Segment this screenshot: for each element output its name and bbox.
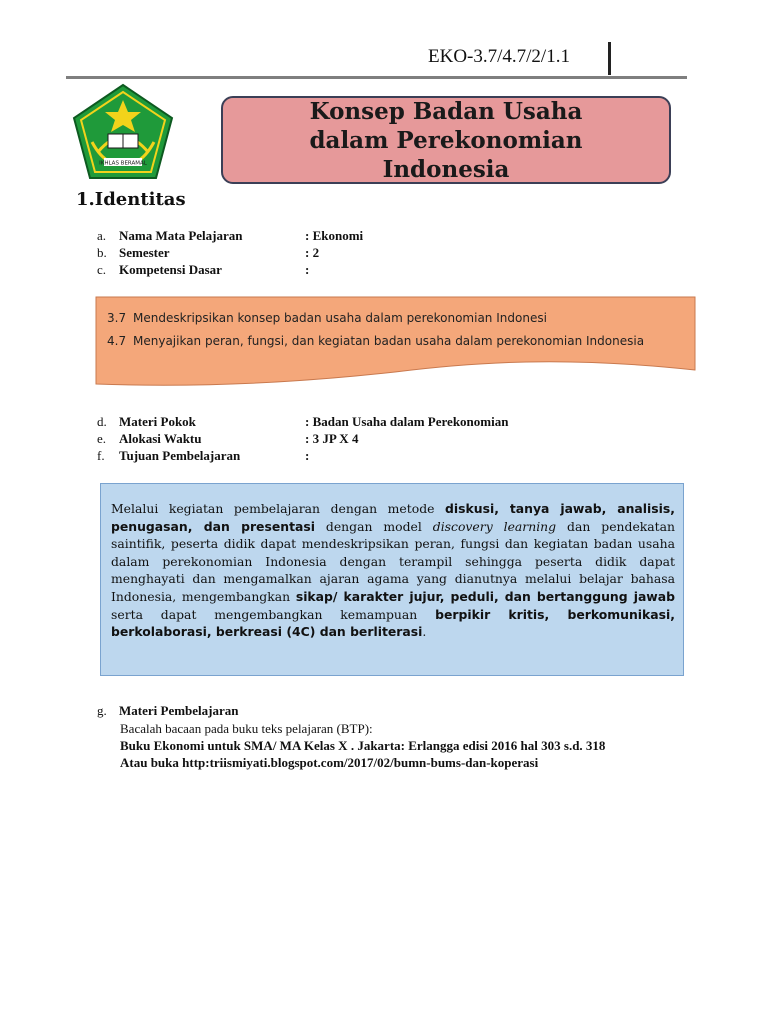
tujuan-text: dengan model	[314, 518, 433, 534]
tujuan-bold-character: sikap/ karakter jujur, peduli, dan bertanggung jawab	[295, 588, 675, 604]
kd-item	[107, 333, 687, 350]
title-banner	[221, 96, 671, 184]
kd-text: Menyajikan peran, fungsi, dan kegiatan badan usaha dalam perekonomian Indonesia	[133, 334, 645, 348]
field-name: Materi Pokok	[119, 414, 196, 429]
field-value: : 3 JP X 4	[305, 431, 359, 446]
field-label: b.	[97, 245, 107, 260]
field-name: Kompetensi Dasar	[119, 262, 222, 277]
kd-number: 3.7	[107, 311, 127, 325]
tujuan-pembelajaran-box	[100, 483, 684, 676]
field-name: Semester	[119, 245, 170, 260]
tujuan-bold-skills: berpikir kritis, berkomunikasi, berkolaborasi, berkreasi (4C) dan berliterasi	[111, 606, 675, 640]
field-label: f.	[97, 448, 105, 463]
tujuan-italic-model: discovery learning	[432, 518, 557, 534]
materi-book: Buku Ekonomi untuk SMA/ MA Kelas X . Jakarta: Erlangga edisi 2016 hal 303 s.d. 318	[120, 738, 606, 753]
logo-motto: IKHLAS BERAMAL	[99, 160, 147, 167]
tujuan-text: dan pendekatan saintifik, peserta didik dapat mendeskripsikan peran, fungsi dan kegiatan badan usaha dalam perekonomian Indonesia dengan terampil sehingga peserta didik dapat menghayati dan mengamalkan ajaran agama yang dianutnya melalui belajar bahasa Indonesia, mengembangkan	[111, 518, 676, 604]
field-row	[97, 413, 508, 430]
materi-heading: Materi Pembelajaran	[119, 703, 239, 718]
field-value: :	[305, 448, 310, 463]
section-title: 1.Identitas	[76, 189, 186, 210]
kd-number: 4.7	[107, 334, 127, 348]
header-rule	[66, 76, 687, 79]
field-name: Alokasi Waktu	[119, 431, 202, 446]
field-value: : 2	[305, 245, 320, 260]
field-name: Nama Mata Pelajaran	[119, 228, 243, 243]
materi-pembelajaran	[97, 703, 605, 771]
field-label: e.	[97, 431, 107, 446]
tujuan-text: .	[422, 624, 427, 640]
identity-fields-top	[97, 227, 363, 278]
document-code: EKO-3.7/4.7/2/1.1	[428, 46, 570, 67]
identity-fields-mid	[97, 413, 508, 464]
tujuan-paragraph	[111, 500, 675, 641]
field-row	[97, 430, 508, 447]
kd-text: Mendeskripsikan konsep badan usaha dalam perekonomian Indonesi	[133, 311, 547, 325]
field-row	[97, 447, 508, 464]
kementerian-agama-logo-icon	[70, 82, 176, 182]
field-value: : Ekonomi	[305, 228, 364, 243]
page-title: Konsep Badan Usaha dalam Perekonomian Indonesia	[309, 97, 583, 183]
header-divider-vertical	[608, 42, 611, 75]
field-value: : Badan Usaha dalam Perekonomian	[305, 414, 509, 429]
field-row	[97, 227, 363, 244]
field-name: Tujuan Pembelajaran	[119, 448, 241, 463]
field-label: c.	[97, 262, 107, 277]
field-row	[97, 244, 363, 261]
kompetensi-dasar-box	[95, 296, 696, 386]
materi-link: Atau buka http:triismiyati.blogspot.com/2017/02/bumn-bums-dan-koperasi	[120, 755, 539, 770]
tujuan-bold-methods: diskusi, tanya jawab, analisis, penugasan, dan presentasi	[111, 501, 675, 534]
tujuan-text: serta dapat mengembangkan kemampuan	[111, 606, 436, 622]
field-label: g.	[97, 703, 107, 718]
field-value: :	[305, 262, 310, 277]
kd-list	[107, 310, 687, 350]
materi-line: Bacalah bacaan pada buku teks pelajaran (BTP):	[120, 721, 373, 736]
field-row	[97, 261, 363, 278]
kd-item	[107, 310, 687, 327]
field-label: a.	[97, 228, 107, 243]
materi-heading-row	[97, 703, 605, 720]
field-label: d.	[97, 414, 107, 429]
tujuan-text: Melalui kegiatan pembelajaran dengan metode	[111, 501, 446, 516]
